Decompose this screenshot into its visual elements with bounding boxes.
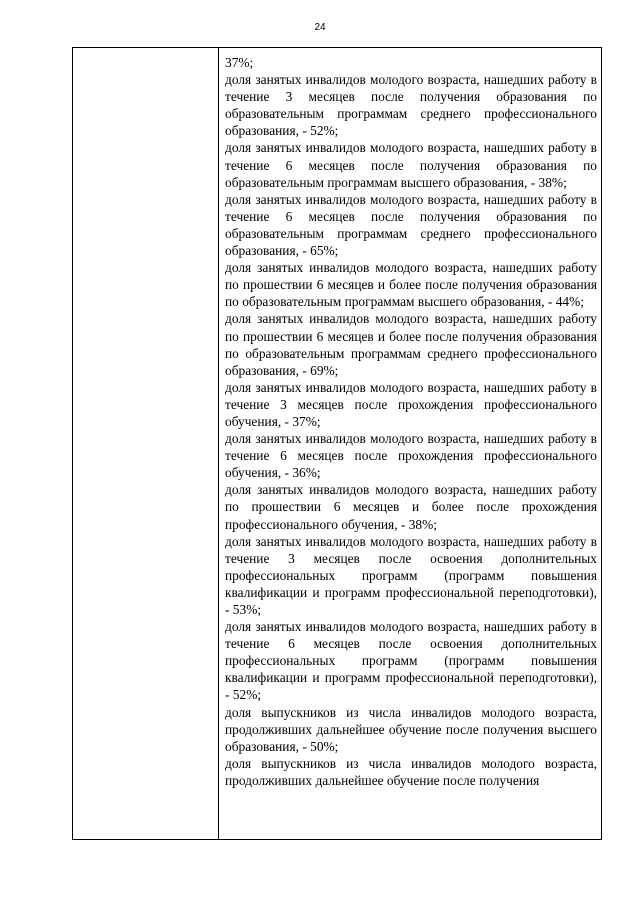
page-number: 24 <box>314 22 326 33</box>
paragraph: доля занятых инвалидов молодого возраста, нашедших работу в течение 6 месяцев после получения образования по образовательным программам высшего образования, - 38%; <box>225 140 597 190</box>
paragraph: доля занятых инвалидов молодого возраста, нашедших работу в течение 6 месяцев после освоения дополнительных профессиональных программ (программ повышения квалификации и программ профессиональной переподготовки), - 52%; <box>225 619 597 703</box>
paragraph: доля выпускников из числа инвалидов молодого возраста, продолживших дальнейшее обучение после получения высшего образования, - 50%; <box>225 704 597 754</box>
paragraph: доля занятых инвалидов молодого возраста, нашедших работу в течение 3 месяцев после прохождения профессионального обучения, - 37%; <box>225 379 597 429</box>
paragraph: доля занятых инвалидов молодого возраста, нашедших работу по прошествии 6 месяцев и более после прохождения профессионального обучения, - 38%; <box>225 482 597 532</box>
paragraph: доля занятых инвалидов молодого возраста, нашедших работу по прошествии 6 месяцев и более после получения образования по образовательным программам высшего образования, - 44%; <box>225 260 597 310</box>
table-left-cell <box>73 48 219 839</box>
paragraph: доля занятых инвалидов молодого возраста, нашедших работу в течение 3 месяцев после освоения дополнительных профессиональных программ (программ повышения квалификации и программ профессиональной переподготовки), - 53%; <box>225 533 597 617</box>
document-table <box>72 47 602 840</box>
paragraph: доля занятых инвалидов молодого возраста, нашедших работу в течение 6 месяцев после прохождения профессионального обучения, - 36%; <box>225 431 597 481</box>
paragraph: доля занятых инвалидов молодого возраста, нашедших работу по прошествии 6 месяцев и более после получения образования по образовательным программам среднего профессионального образования, - 69%; <box>225 311 597 378</box>
paragraph: доля занятых инвалидов молодого возраста, нашедших работу в течение 6 месяцев после получения образования по образовательным программам среднего профессионального образования, - 65%; <box>225 191 597 259</box>
table-right-cell <box>219 48 601 839</box>
paragraph: доля выпускников из числа инвалидов молодого возраста, продолживших дальнейшее обучение после получения <box>225 755 597 788</box>
paragraph: доля занятых инвалидов молодого возраста, нашедших работу в течение 3 месяцев после получения образования по образовательным программам среднего профессионального образования, - 52%; <box>225 72 597 139</box>
paragraph: 37%; <box>225 55 254 70</box>
